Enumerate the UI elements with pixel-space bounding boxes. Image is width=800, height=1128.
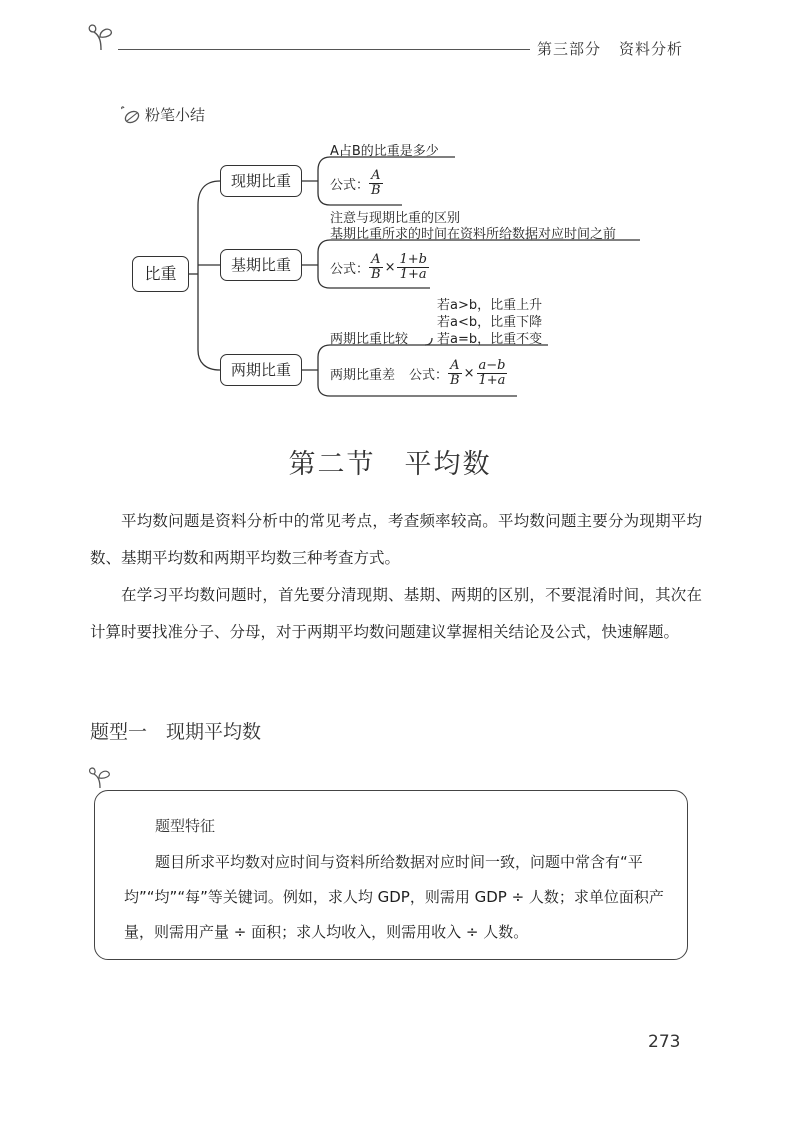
header-chapter: 资料分析 [619, 40, 684, 58]
base-formula [330, 247, 429, 287]
root-node: 比重 [132, 256, 189, 292]
rule-rise: 若a>b，比重上升 [437, 298, 543, 313]
header-part: 第三部分 [537, 40, 602, 58]
current-formula-prefix: 公式： [330, 177, 370, 193]
current-frac-num: A [369, 169, 383, 184]
current-formula [330, 163, 383, 203]
two-frac2-num: a−b [478, 357, 506, 373]
current-fraction [369, 169, 383, 197]
question-type-title: 题型一 现期平均数 [90, 721, 262, 743]
two-diff-label: 两期比重差 [330, 367, 396, 383]
current-desc [330, 140, 439, 159]
two-compare-label: 两期比重比较 [330, 332, 409, 347]
base-frac2-num: 1+b [399, 251, 427, 267]
two-frac1-num: A [448, 359, 462, 374]
rule-same: 若a=b，比重不变 [437, 332, 543, 347]
node-base-share: 基期比重 [220, 249, 302, 281]
paragraph-intro: 平均数问题是资料分析中的常见考点，考查频率较高。平均数问题主要分为现期平均数、基期平均数和两期平均数三种考查方式。 [90, 512, 702, 567]
base-frac1-num: A [369, 253, 383, 268]
base-times: × [384, 259, 396, 275]
summary-title: 粉笔小结 [145, 106, 206, 124]
base-note1: 注意与现期比重的区别 [330, 211, 461, 226]
section-title: 第二节 平均数 [288, 449, 492, 480]
two-diff-formula [330, 352, 507, 394]
paragraph-method: 在学习平均数问题时，首先要分清现期、基期、两期的区别，不要混淆时间，其次在计算时要找准分子、分母，对于两期平均数问题建议掌握相关结论及公式，快速解题。 [90, 586, 702, 641]
two-fraction-1 [448, 359, 462, 387]
two-frac1-den: B [450, 372, 460, 388]
current-frac-den: B [371, 182, 381, 198]
node-current-share: 现期比重 [220, 165, 302, 197]
two-times: × [463, 365, 475, 381]
base-note2: 基期比重所求的时间在资料所给数据对应时间之前 [330, 227, 617, 242]
feature-card-body: 题目所求平均数对应时间与资料所给数据对应时间一致，问题中常含有“平均”“均”“每”等关键词。例如，求人均 GDP，则需用 GDP ÷ 人数；求单位面积产量，则需用产量 ÷ 面积；求人均收入，则需用收入 ÷ 人数。 [124, 853, 664, 941]
two-frac2-den: 1+a [478, 372, 506, 388]
base-formula-prefix: 公式： [330, 261, 370, 277]
base-frac2-den: 1+a [399, 266, 427, 282]
current-desc-text: A占B的比重是多少 [330, 144, 439, 159]
two-formula-prefix: 公式： [409, 367, 449, 383]
base-fraction-2 [397, 253, 429, 281]
feature-card-title: 题型特征 [155, 817, 216, 835]
two-fraction-2 [477, 359, 508, 387]
sprout-icon-card [86, 764, 118, 790]
rule-fall: 若a<b，比重下降 [437, 315, 543, 330]
node-two-period-share: 两期比重 [220, 354, 302, 386]
base-fraction-1 [369, 253, 383, 281]
base-frac1-den: B [371, 266, 381, 282]
page-number: 273 [648, 1032, 681, 1052]
